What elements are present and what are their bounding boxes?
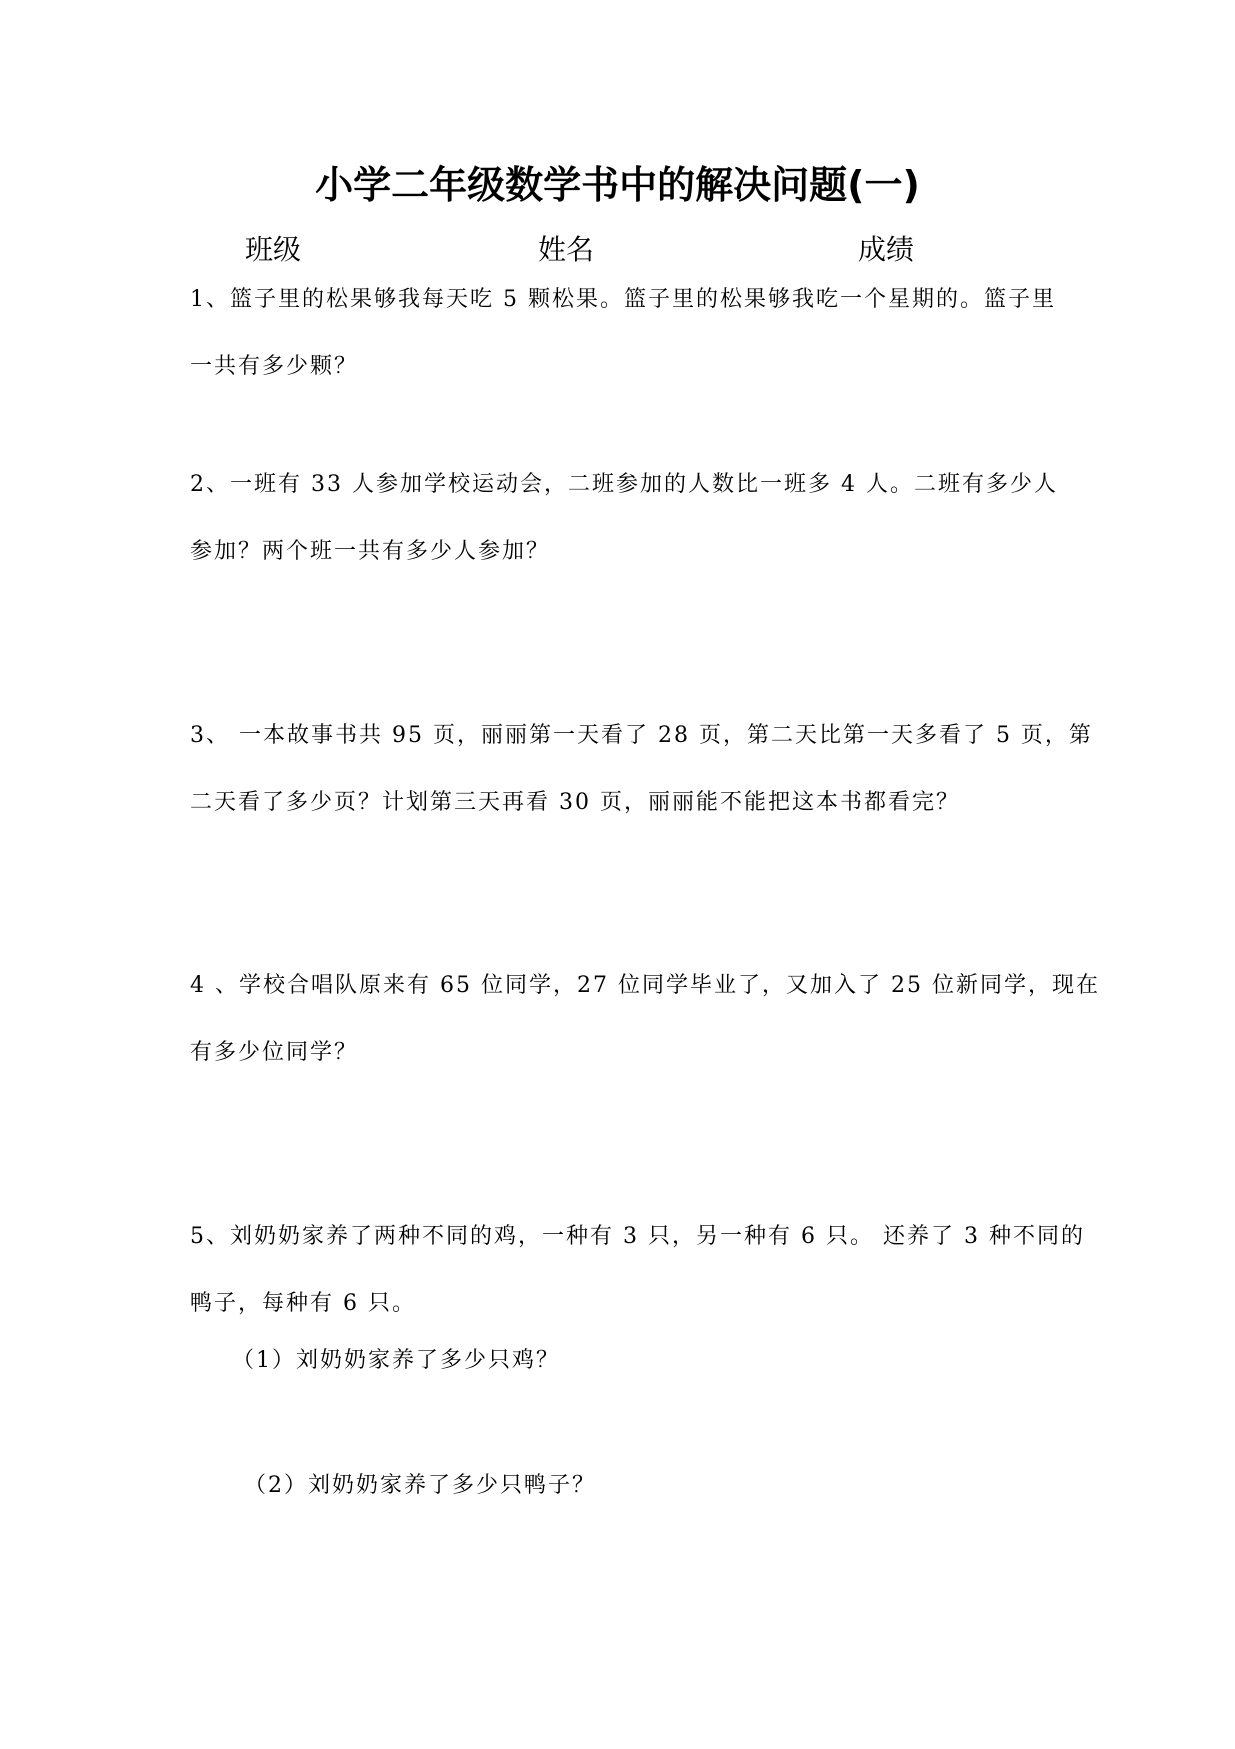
score-label: 成绩 (858, 233, 915, 266)
question-5-line-2: 鸭子，每种有 6 只。 (190, 1291, 416, 1316)
worksheet-title: 小学二年级数学书中的解决问题(一) (315, 163, 920, 207)
question-5-sub-1: （1）刘奶奶家养了多少只鸡？ (232, 1348, 560, 1373)
question-1-line-2: 一共有多少颗？ (190, 354, 359, 379)
question-3-line-2: 二天看了多少页？计划第三天再看 30 页，丽丽能不能把这本书都看完？ (190, 790, 960, 815)
question-4-line-2: 有多少位同学？ (190, 1040, 359, 1065)
question-4-line-1: 4 、学校合唱队原来有 65 位同学，27 位同学毕业了，又加入了 25 位新同学，现在 (190, 973, 1100, 998)
question-3-line-1: 3、 一本故事书共 95 页，丽丽第一天看了 28 页，第二天比第一天多看了 5 页，第 (190, 723, 1093, 748)
question-2-line-2: 参加？两个班一共有多少人参加？ (190, 539, 551, 564)
name-label: 姓名 (538, 233, 595, 266)
question-2-line-1: 2、一班有 33 人参加学校运动会，二班参加的人数比一班多 4 人。二班有多少人 (190, 472, 1058, 497)
question-1-line-1: 1、篮子里的松果够我每天吃 5 颗松果。篮子里的松果够我吃一个星期的。篮子里 (190, 287, 1056, 312)
question-5-sub-2: （2）刘奶奶家养了多少只鸭子？ (244, 1473, 596, 1498)
question-5-line-1: 5、刘奶奶家养了两种不同的鸡，一种有 3 只，另一种有 6 只。 还养了 3 种不同的 (190, 1224, 1085, 1249)
class-label: 班级 (245, 233, 302, 266)
